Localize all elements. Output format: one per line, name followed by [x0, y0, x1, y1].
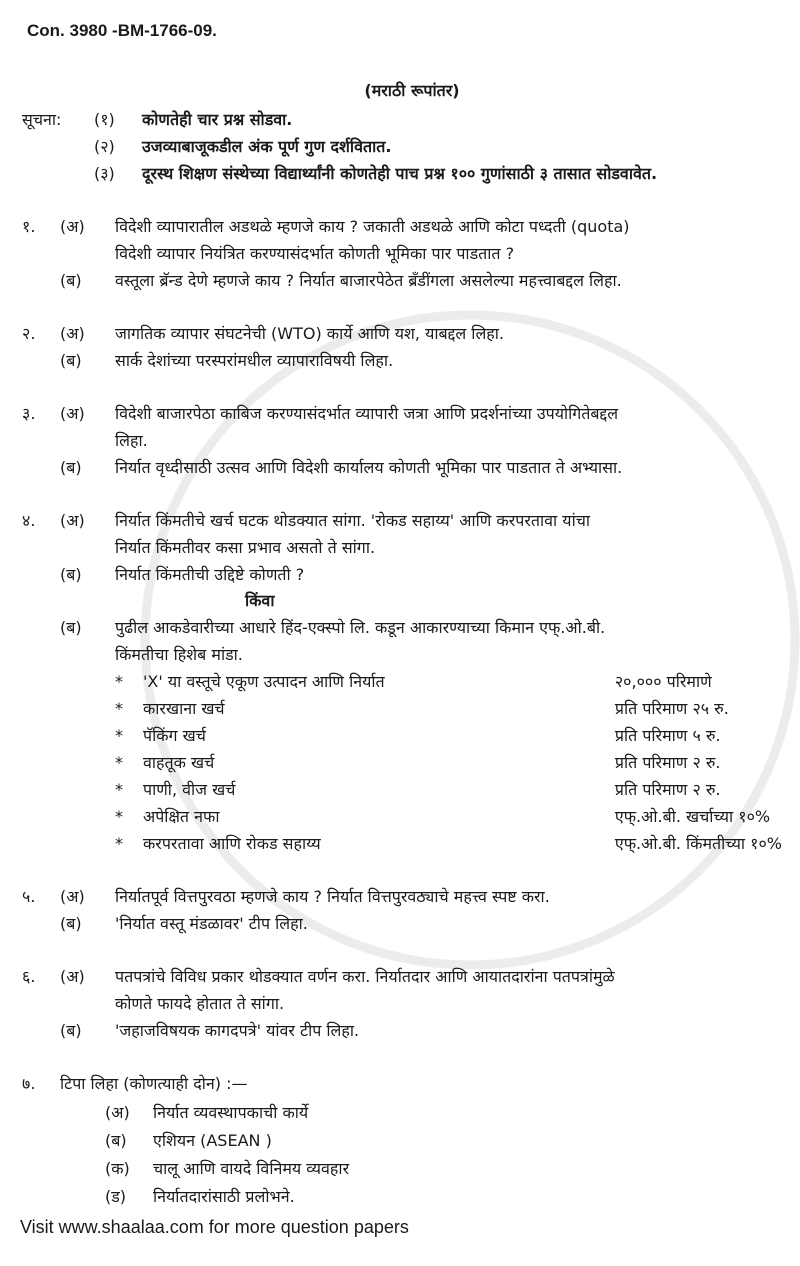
- bullet: *: [115, 672, 123, 691]
- cost-value: २०,००० परिमाणे: [614, 672, 712, 691]
- question-number: ४.: [22, 511, 36, 530]
- part-label: (ब): [105, 1131, 127, 1150]
- question-number: ३.: [22, 404, 36, 423]
- part-label: (अ): [60, 511, 85, 530]
- part-label: (ब): [60, 351, 82, 370]
- part-label: (अ): [105, 1103, 130, 1122]
- part-label: (अ): [60, 217, 85, 236]
- question-2: [22, 320, 782, 374]
- question-text: जागतिक व्यापार संघटनेची (WTO) कार्ये आणि यश, याबद्दल लिहा.: [115, 324, 505, 343]
- cost-table: [22, 668, 782, 857]
- part-label: (अ): [60, 324, 85, 343]
- question-text: निर्यात किंमतीची उद्दिष्टे कोणती ?: [115, 565, 305, 584]
- cost-value: प्रति परिमाण ५ रु.: [614, 726, 721, 745]
- question-text: विदेशी व्यापारातील अडथळे म्हणजे काय ? जकाती अडथळे आणि कोटा पध्दती (quota): [115, 217, 630, 236]
- question-text: पतपत्रांचे विविध प्रकार थोडक्यात वर्णन करा. निर्यातदार आणि आयातदारांना पतपत्रांमुळे: [115, 967, 615, 986]
- cost-value: एफ्.ओ.बी. खर्चाच्या १०%: [614, 807, 771, 826]
- question-text: विदेशी व्यापार नियंत्रित करण्यासंदर्भात कोणती भूमिका पार पाडतात ?: [115, 244, 515, 263]
- cost-item: वाहतूक खर्च: [143, 753, 215, 772]
- question-text: पुढील आकडेवारीच्या आधारे हिंद-एक्स्पो लि. कडून आकारण्याच्या किमान एफ्.ओ.बी.: [115, 618, 606, 637]
- question-text: निर्यात किंमतीचे खर्च घटक थोडक्यात सांगा. 'रोकड सहाय्य' आणि करपरतावा यांचा: [115, 511, 591, 530]
- question-4: [22, 507, 782, 857]
- part-label: (अ): [60, 404, 85, 423]
- note-topic: निर्यात व्यवस्थापकाची कार्ये: [153, 1103, 309, 1122]
- question-5: [22, 883, 782, 937]
- bullet: *: [115, 753, 123, 772]
- footer-link[interactable]: Visit www.shaalaa.com for more question papers: [20, 1217, 409, 1237]
- cost-item: 'X' या वस्तूचे एकूण उत्पादन आणि निर्यात: [143, 672, 385, 691]
- part-label: (ब): [60, 914, 82, 933]
- bullet: *: [115, 699, 123, 718]
- question-text: टिपा लिहा (कोणत्याही दोन) :—: [60, 1074, 248, 1093]
- part-label: (ब): [60, 271, 82, 290]
- question-6: [22, 963, 782, 1044]
- part-label: (ब): [60, 618, 82, 637]
- or-label: किंवा: [245, 591, 275, 610]
- question-text: किंमतीचा हिशेब मांडा.: [115, 645, 243, 664]
- question-1: [22, 213, 782, 294]
- cost-item: अपेक्षित नफा: [143, 807, 220, 826]
- paper-code: Con. 3980 -BM-1766-09.: [27, 21, 217, 40]
- question-text: वस्तूला ब्रॅन्ड देणे म्हणजे काय ? निर्यात बाजारपेठेत ब्रॅंडींगला असलेल्या महत्त्वाबद्दल लिहा.: [115, 271, 622, 290]
- part-label: (ब): [60, 565, 82, 584]
- cost-item: पाणी, वीज खर्च: [143, 780, 236, 799]
- question-text: निर्यात किंमतीवर कसा प्रभाव असतो ते सांगा.: [115, 538, 376, 557]
- part-label: (क): [105, 1159, 130, 1178]
- instruction-text: दूरस्थ शिक्षण संस्थेच्या विद्यार्थ्यांनी कोणतेही पाच प्रश्न १०० गुणांसाठी ३ तासात सोडवावेत.: [142, 164, 658, 183]
- question-number: २.: [22, 324, 36, 343]
- question-3: [22, 400, 782, 481]
- cost-value: प्रति परिमाण २ रु.: [614, 753, 721, 772]
- question-number: ५.: [22, 887, 36, 906]
- note-topic: निर्यातदारांसाठी प्रलोभने.: [153, 1187, 295, 1206]
- cost-value: एफ्.ओ.बी. किंमतीच्या १०%: [614, 834, 782, 853]
- cost-item: करपरतावा आणि रोकड सहाय्य: [143, 834, 321, 853]
- bullet: *: [115, 834, 123, 853]
- instructions: [22, 106, 782, 187]
- question-text: निर्यात वृध्दीसाठी उत्सव आणि विदेशी कार्यालय कोणती भूमिका पार पाडतात ते अभ्यासा.: [115, 458, 623, 477]
- question-text: लिहा.: [115, 431, 148, 450]
- question-text: 'निर्यात वस्तू मंडळावर' टीप लिहा.: [115, 914, 308, 933]
- cost-value: प्रति परिमाण २ रु.: [614, 780, 721, 799]
- question-number: ७.: [22, 1074, 36, 1093]
- instructions-label: सूचना:: [22, 110, 62, 129]
- part-label: (ब): [60, 1021, 82, 1040]
- instruction-num: (२): [94, 137, 115, 156]
- question-text: कोणते फायदे होतात ते सांगा.: [115, 994, 285, 1013]
- note-topic: एशियन (ASEAN ): [153, 1131, 272, 1150]
- question-text: निर्यातपूर्व वित्तपुरवठा म्हणजे काय ? निर्यात वित्तपुरवठ्याचे महत्त्व स्पष्ट करा.: [115, 887, 550, 906]
- question-number: ६.: [22, 967, 36, 986]
- instruction-text: कोणतेही चार प्रश्न सोडवा.: [142, 110, 293, 129]
- cost-item: कारखाना खर्च: [143, 699, 225, 718]
- page-title: (मराठी रूपांतर): [364, 81, 460, 100]
- bullet: *: [115, 780, 123, 799]
- question-text: 'जहाजविषयक कागदपत्रे' यांवर टीप लिहा.: [115, 1021, 360, 1040]
- bullet: *: [115, 726, 123, 745]
- question-number: १.: [22, 217, 36, 236]
- instruction-num: (१): [94, 110, 115, 129]
- part-label: (ब): [60, 458, 82, 477]
- part-label: (ड): [105, 1187, 127, 1206]
- question-7: [22, 1070, 782, 1211]
- note-topic: चालू आणि वायदे विनिमय व्यवहार: [153, 1159, 350, 1178]
- question-text: सार्क देशांच्या परस्परांमधील व्यापाराविषयी लिहा.: [115, 351, 394, 370]
- note-topics: [22, 1099, 782, 1211]
- instruction-text: उजव्याबाजूकडील अंक पूर्ण गुण दर्शवितात.: [142, 137, 392, 156]
- bullet: *: [115, 807, 123, 826]
- question-text: विदेशी बाजारपेठा काबिज करण्यासंदर्भात व्यापारी जत्रा आणि प्रदर्शनांच्या उपयोगितेबद्दल: [115, 404, 619, 423]
- cost-value: प्रति परिमाण २५ रु.: [614, 699, 729, 718]
- part-label: (अ): [60, 887, 85, 906]
- part-label: (अ): [60, 967, 85, 986]
- cost-item: पॅकिंग खर्च: [143, 726, 206, 745]
- instruction-num: (३): [94, 164, 115, 183]
